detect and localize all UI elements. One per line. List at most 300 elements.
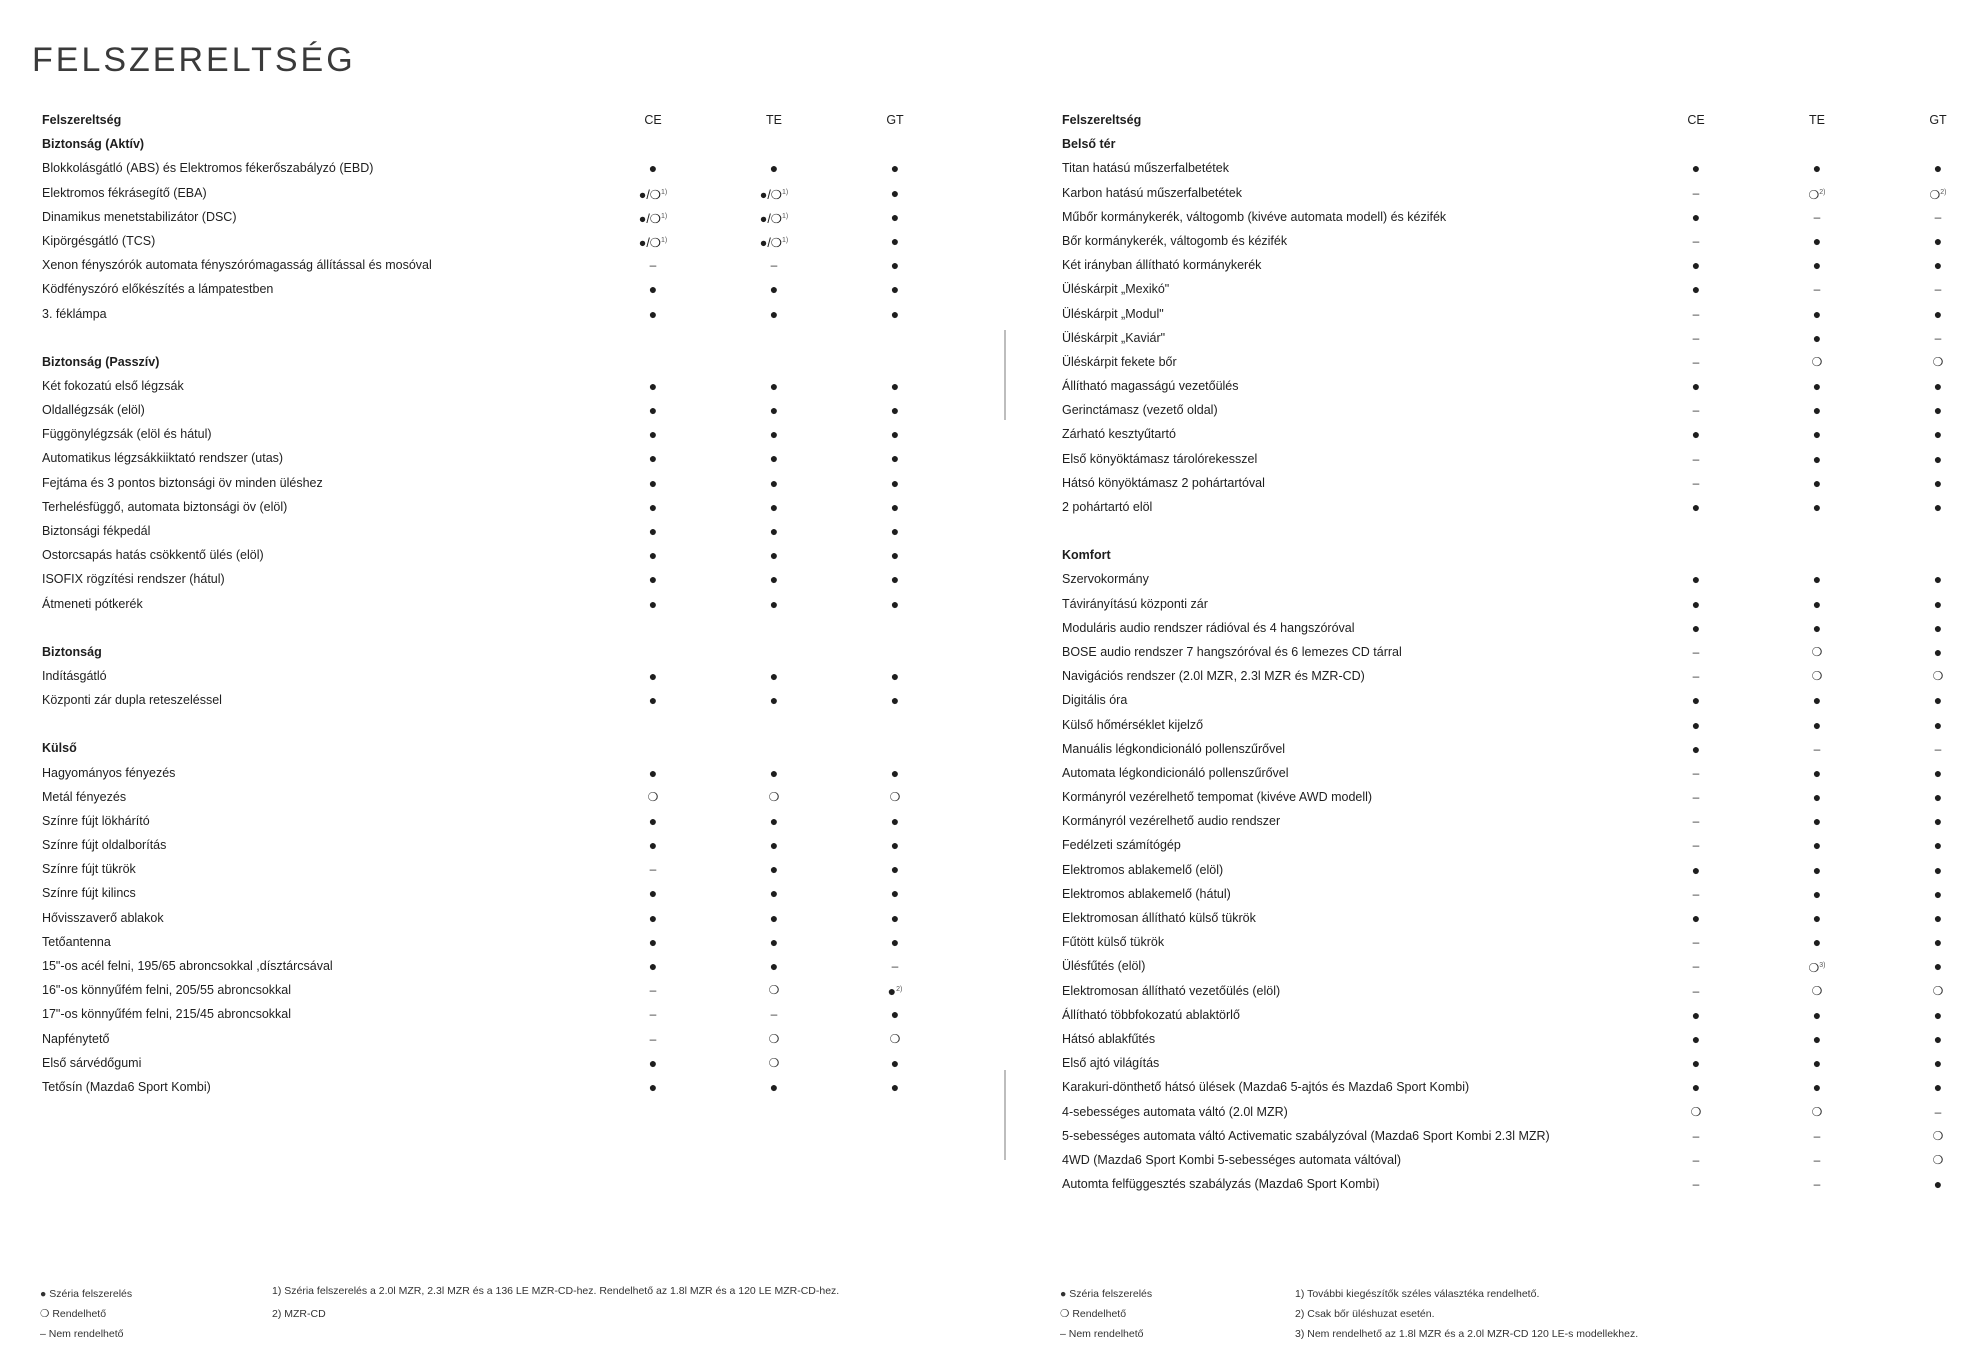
availability-ce <box>613 277 693 302</box>
availability-gt <box>1898 833 1968 858</box>
feature-label: Hővisszaverő ablakok <box>42 910 164 925</box>
availability-ce <box>613 881 693 906</box>
footnote: 3) Nem rendelhető az 1.8l MZR és a 2.0l MZR-CD 120 LE-s modellekhez. <box>1295 1328 1639 1340</box>
availability-ce <box>1656 277 1736 302</box>
availability-symbol: ● <box>648 523 658 539</box>
availability-ce <box>613 229 693 255</box>
availability-symbol: ● <box>1812 692 1822 709</box>
availability-symbol: ● <box>648 1078 658 1095</box>
table-row <box>1060 567 1943 591</box>
availability-ce <box>613 1002 693 1026</box>
availability-te <box>734 930 814 955</box>
availability-symbol: ● <box>890 232 900 249</box>
availability-symbol: ● <box>1933 499 1943 515</box>
availability-gt <box>1898 1051 1968 1076</box>
table-row <box>1060 833 1943 857</box>
availability-te <box>734 422 814 447</box>
section-spacer <box>40 326 900 350</box>
availability-symbol: ● <box>1933 789 1943 806</box>
availability-symbol: ● <box>890 1006 900 1023</box>
availability-symbol: ● <box>1933 885 1943 902</box>
availability-gt <box>855 277 935 302</box>
availability-ce <box>613 181 693 207</box>
availability-te <box>1777 1027 1857 1052</box>
table-row <box>1060 374 1943 398</box>
table-row <box>1060 906 1943 930</box>
availability-te <box>1777 906 1857 931</box>
feature-label: Ostorcsapás hatás csökkentő ülés (elöl) <box>42 548 264 563</box>
availability-ce <box>1656 954 1736 978</box>
availability-gt <box>1898 785 1968 810</box>
feature-label: Moduláris audio rendszer rádióval és 4 hangszóróval <box>1062 620 1355 635</box>
availability-gt <box>855 302 935 327</box>
table-row <box>40 906 900 930</box>
feature-label: Elektromosan állítható külső tükrök <box>1062 911 1256 925</box>
availability-ce <box>1656 302 1736 326</box>
availability-symbol: ● <box>1812 160 1822 177</box>
table-row <box>1060 1051 1943 1075</box>
footnote: 2) Csak bőr üléshuzat esetén. <box>1295 1308 1435 1320</box>
availability-symbol: ● <box>648 474 658 491</box>
availability-symbol: ❍ <box>768 789 780 804</box>
availability-ce <box>1656 447 1736 471</box>
availability-symbol: ● <box>890 523 900 539</box>
feature-label: Központi zár dupla reteszeléssel <box>42 693 222 708</box>
availability-symbol: ● <box>1933 305 1943 322</box>
availability-te <box>734 181 814 207</box>
availability-symbol: – <box>1934 741 1942 756</box>
legend-item: ● Széria felszerelés <box>1060 1288 1153 1300</box>
availability-symbol: ● <box>890 184 900 201</box>
availability-te <box>734 906 814 931</box>
availability-gt <box>1898 1172 1968 1197</box>
table-row <box>40 374 900 398</box>
table-row <box>1060 1075 1943 1099</box>
feature-label: Karbon hatású műszerfalbetétek <box>1062 185 1242 200</box>
column-header-gt: GT <box>1929 113 1947 127</box>
availability-ce <box>1656 1075 1736 1100</box>
availability-gt <box>1898 930 1968 955</box>
availability-te <box>1777 833 1857 858</box>
table-row <box>40 978 903 1002</box>
table-row <box>40 1051 900 1075</box>
availability-symbol: ● <box>890 933 900 950</box>
availability-symbol: ● <box>769 523 779 539</box>
availability-te <box>734 495 814 520</box>
availability-ce <box>1656 640 1736 664</box>
feature-label: Szervokormány <box>1062 572 1149 587</box>
availability-symbol: ● <box>890 208 900 225</box>
legend-right <box>1060 1284 1152 1344</box>
availability-te <box>734 1002 814 1026</box>
availability-symbol: ● <box>890 1078 900 1095</box>
availability-symbol: ❍ <box>889 789 901 804</box>
footnote-ref: 1) <box>661 212 668 220</box>
feature-label: Elektromos fékrásegítő (EBA) <box>42 185 207 200</box>
availability-symbol: ● <box>890 861 900 878</box>
feature-label: Kormányról vezérelhető tempomat (kivéve AWD modell) <box>1062 790 1373 805</box>
availability-gt <box>1898 567 1968 592</box>
availability-symbol: ● <box>1812 378 1822 395</box>
availability-te <box>1777 326 1857 351</box>
footnote-ref: 1) <box>782 212 789 220</box>
availability-te <box>1777 277 1857 301</box>
availability-symbol: ❍ <box>889 1031 901 1046</box>
table-row <box>40 398 900 422</box>
availability-ce <box>613 205 693 231</box>
table-row <box>1060 713 1943 737</box>
availability-symbol: ● <box>1691 281 1701 298</box>
availability-ce <box>613 156 693 181</box>
availability-symbol: ● <box>769 595 779 612</box>
table-row <box>1060 785 1943 809</box>
availability-gt <box>855 1002 935 1027</box>
availability-symbol: ❍ <box>1932 354 1944 369</box>
availability-te <box>1777 616 1857 641</box>
table-row <box>1060 277 1940 301</box>
table-row <box>1060 302 1943 326</box>
table-row <box>40 543 900 567</box>
availability-symbol: ● <box>1933 861 1943 878</box>
availability-ce <box>1656 471 1736 495</box>
feature-label: Üléskárpit „Mexikó" <box>1062 282 1170 297</box>
table-row <box>1060 1148 1944 1172</box>
availability-gt <box>1898 1027 1968 1052</box>
availability-symbol: – <box>770 258 778 273</box>
availability-symbol: ● <box>1933 160 1943 177</box>
availability-symbol: ❍ <box>1811 1104 1823 1119</box>
availability-te <box>1777 688 1857 713</box>
availability-gt <box>1898 471 1968 496</box>
table-row <box>1060 954 1943 978</box>
availability-symbol: – <box>1692 765 1700 780</box>
table-row <box>1060 181 1947 205</box>
availability-ce <box>1656 785 1736 809</box>
availability-symbol: – <box>649 1031 657 1046</box>
availability-ce <box>1656 350 1736 374</box>
feature-label: 15"-os acél felni, 195/65 abroncsokkal ,dísztárcsával <box>42 959 333 973</box>
table-row <box>40 592 900 616</box>
availability-symbol: ● <box>890 1054 900 1071</box>
availability-symbol: ● <box>1812 789 1822 806</box>
availability-gt <box>1898 979 1968 1003</box>
availability-symbol: ● <box>769 812 779 829</box>
feature-label: 4-sebességes automata váltó (2.0l MZR) <box>1062 1104 1288 1119</box>
feature-label: Átmeneti pótkerék <box>42 596 143 611</box>
availability-symbol: ● <box>648 1054 658 1071</box>
availability-gt <box>1898 253 1968 278</box>
availability-gt <box>1898 277 1968 301</box>
availability-symbol: ● <box>1933 1006 1943 1023</box>
availability-gt <box>855 881 935 906</box>
availability-symbol: – <box>1692 330 1700 345</box>
availability-symbol: ● <box>769 498 779 515</box>
availability-symbol: – <box>649 258 657 273</box>
footnote-ref: 2) <box>1940 188 1947 196</box>
section-title-label: Belső tér <box>1062 137 1116 152</box>
table-row <box>40 881 900 905</box>
availability-te <box>1777 785 1857 810</box>
availability-te <box>1777 181 1857 207</box>
feature-label: Üléskárpit „Modul" <box>1062 306 1164 321</box>
availability-gt <box>1898 447 1968 472</box>
availability-ce <box>613 833 693 858</box>
availability-gt <box>855 471 935 496</box>
footnote: 1) További kiegészítők széles választéka rendelhető. <box>1295 1288 1540 1300</box>
availability-symbol: ● <box>769 571 779 588</box>
table-row <box>40 253 900 277</box>
section-title <box>1060 543 1940 567</box>
availability-gt <box>1898 422 1968 447</box>
availability-gt <box>1898 737 1968 761</box>
availability-gt <box>1898 858 1968 883</box>
availability-symbol: ● <box>890 812 900 829</box>
availability-gt <box>855 906 935 931</box>
feature-label: 2 pohártartó elöl <box>1062 500 1153 514</box>
availability-ce <box>613 954 693 979</box>
availability-symbol: ● <box>1812 861 1822 878</box>
availability-te <box>734 1075 814 1100</box>
availability-symbol: ❍ <box>1808 187 1820 202</box>
section-spacer <box>40 616 900 640</box>
availability-ce <box>613 1051 693 1076</box>
table-row <box>40 1075 900 1099</box>
availability-symbol: ● <box>890 547 900 564</box>
availability-ce <box>613 930 693 955</box>
feature-label: Titan hatású műszerfalbetétek <box>1062 161 1229 176</box>
availability-symbol: ● <box>648 764 658 781</box>
table-row <box>1060 326 1940 350</box>
footnote-ref: 3) <box>1819 962 1826 970</box>
availability-symbol: ● <box>1933 934 1943 951</box>
availability-symbol: ❍ <box>1929 187 1941 202</box>
feature-label: Fűtött külső tükrök <box>1062 935 1165 950</box>
availability-symbol: ❍ <box>1811 354 1823 369</box>
availability-gt <box>855 688 935 713</box>
feature-label: Elektromos ablakemelő (hátul) <box>1062 886 1231 901</box>
availability-symbol: ❍ <box>1811 983 1823 998</box>
availability-ce <box>1656 229 1736 253</box>
availability-symbol: – <box>1692 838 1700 853</box>
availability-gt <box>1898 374 1968 399</box>
availability-te <box>734 205 814 231</box>
availability-ce <box>1656 979 1736 1003</box>
section-title-label: Komfort <box>1062 548 1111 563</box>
section-title-label: Külső <box>42 741 77 756</box>
availability-symbol: ● <box>1933 474 1943 491</box>
table-row <box>1060 858 1943 882</box>
feature-label: Navigációs rendszer (2.0l MZR, 2.3l MZR és MZR-CD) <box>1062 669 1365 684</box>
availability-symbol: ● <box>769 281 779 298</box>
availability-te <box>1777 1100 1857 1124</box>
availability-gt <box>1898 205 1968 229</box>
availability-te <box>1777 713 1857 738</box>
feature-label: Blokkolásgátló (ABS) és Elektromos fékerőszabályzó (EBD) <box>42 161 374 176</box>
availability-gt <box>1898 761 1968 786</box>
feature-label: 5-sebességes automata váltó Activematic szabályzóval (Mazda6 Sport Kombi 2.3l MZR) <box>1062 1128 1550 1143</box>
availability-symbol: ● <box>1933 426 1943 443</box>
availability-symbol: ● <box>1691 257 1701 274</box>
availability-ce <box>613 398 693 423</box>
availability-te <box>734 253 814 277</box>
availability-symbol: ● <box>648 933 658 950</box>
availability-te <box>734 471 814 496</box>
availability-symbol: ●/❍ <box>759 236 782 251</box>
availability-ce <box>1656 156 1736 181</box>
availability-symbol: – <box>1692 451 1700 466</box>
table-row <box>40 954 900 978</box>
availability-symbol: ❍ <box>1932 1152 1944 1167</box>
availability-symbol: ● <box>648 498 658 515</box>
table-row <box>40 809 900 833</box>
availability-symbol: ●/❍ <box>638 236 661 251</box>
availability-symbol: ● <box>1812 257 1822 274</box>
footnotes-right <box>1295 1284 1638 1344</box>
availability-te <box>734 881 814 906</box>
feature-label: Tetőantenna <box>42 934 111 949</box>
availability-symbol: ● <box>769 692 779 709</box>
availability-gt <box>1898 495 1968 520</box>
column-header-feature: Felszereltség <box>42 113 122 127</box>
availability-ce <box>613 495 693 520</box>
section-title-label: Biztonság (Aktív) <box>42 137 145 152</box>
availability-symbol: – <box>1692 959 1700 974</box>
footnote-ref: 1) <box>782 236 789 244</box>
availability-symbol: ● <box>1933 257 1943 274</box>
availability-symbol: ● <box>890 377 900 394</box>
availability-symbol: ● <box>648 909 658 926</box>
feature-label: Üléskárpit fekete bőr <box>1062 354 1177 369</box>
table-row <box>40 181 900 205</box>
availability-gt <box>1898 181 1968 207</box>
availability-symbol: ● <box>1933 716 1943 733</box>
availability-te <box>734 833 814 858</box>
availability-te <box>734 809 814 834</box>
feature-label: Tetősín (Mazda6 Sport Kombi) <box>42 1079 211 1094</box>
availability-symbol: ● <box>1691 1030 1701 1047</box>
availability-symbol: ● <box>1812 764 1822 781</box>
availability-ce <box>613 253 693 277</box>
feature-label: Gerinctámasz (vezető oldal) <box>1062 403 1218 418</box>
availability-symbol: ● <box>1691 692 1701 709</box>
feature-label: Színre fújt oldalborítás <box>42 838 167 853</box>
section-title-label: Biztonság <box>42 644 102 659</box>
availability-symbol: ● <box>890 305 900 322</box>
availability-symbol: ● <box>1812 499 1822 515</box>
availability-te <box>1777 1075 1857 1100</box>
legend-left <box>40 1284 132 1344</box>
table-row <box>40 302 900 326</box>
availability-symbol: ● <box>648 402 658 419</box>
availability-symbol: ● <box>1812 232 1822 249</box>
availability-ce <box>613 302 693 327</box>
availability-ce <box>1656 205 1736 230</box>
availability-ce <box>1656 713 1736 738</box>
availability-symbol: ● <box>648 547 658 564</box>
availability-te <box>734 688 814 713</box>
table-row <box>40 833 900 857</box>
availability-te <box>1777 447 1857 472</box>
availability-ce <box>613 1075 693 1100</box>
availability-gt <box>855 664 935 689</box>
availability-gt <box>855 229 935 254</box>
availability-symbol: – <box>1692 886 1700 901</box>
table-row <box>1060 882 1943 906</box>
footnotes-left <box>272 1284 840 1322</box>
availability-symbol: ● <box>1933 1055 1943 1072</box>
availability-te <box>1777 737 1857 761</box>
availability-te <box>1777 1148 1857 1172</box>
availability-ce <box>613 664 693 689</box>
availability-te <box>734 229 814 255</box>
availability-gt <box>1898 350 1968 374</box>
availability-symbol: ● <box>1812 1006 1822 1023</box>
availability-symbol: ● <box>648 305 658 322</box>
legend-item: ❍ Rendelhető <box>40 1308 107 1320</box>
table-row <box>1060 1172 1943 1196</box>
availability-symbol: ● <box>1812 837 1822 854</box>
availability-gt <box>1898 156 1968 181</box>
availability-symbol: ●/❍ <box>759 187 782 202</box>
availability-symbol: ● <box>1933 837 1943 854</box>
availability-gt <box>1898 229 1968 254</box>
availability-symbol: ● <box>1812 1079 1822 1096</box>
availability-ce <box>1656 422 1736 447</box>
feature-label: BOSE audio rendszer 7 hangszóróval és 6 lemezes CD tárral <box>1062 644 1402 659</box>
availability-gt <box>855 978 935 1004</box>
availability-ce <box>613 785 693 809</box>
availability-gt <box>1898 664 1968 688</box>
availability-gt <box>855 156 935 181</box>
page-title: FELSZERELTSÉG <box>32 40 356 79</box>
availability-te <box>734 857 814 882</box>
availability-ce <box>1656 1100 1736 1124</box>
availability-te <box>734 592 814 617</box>
column-header-gt: GT <box>886 113 904 127</box>
table-row <box>1060 471 1943 495</box>
availability-symbol: ● <box>1933 402 1943 419</box>
availability-symbol: ● <box>648 160 658 177</box>
availability-ce <box>1656 567 1736 592</box>
section-title <box>40 736 900 760</box>
table-row <box>1060 1100 1940 1124</box>
feature-label: Dinamikus menetstabilizátor (DSC) <box>42 209 237 224</box>
availability-symbol: ❍ <box>768 1055 780 1070</box>
availability-te <box>1777 156 1857 181</box>
table-row <box>1060 979 1944 1003</box>
availability-gt <box>855 1027 935 1051</box>
availability-gt <box>1898 616 1968 641</box>
feature-label: Elektromos ablakemelő (elöl) <box>1062 862 1224 877</box>
availability-gt <box>855 1051 935 1076</box>
availability-ce <box>613 688 693 713</box>
feature-label: Állítható többfokozatú ablaktörlő <box>1062 1007 1240 1022</box>
table-header-row <box>40 108 904 132</box>
availability-symbol: ● <box>1933 619 1943 636</box>
availability-ce <box>1656 398 1736 422</box>
availability-symbol: ● <box>769 1078 779 1095</box>
availability-gt <box>855 857 935 882</box>
feature-label: Színre fújt kilincs <box>42 886 136 901</box>
availability-symbol: ● <box>1933 813 1943 830</box>
availability-gt <box>855 422 935 447</box>
availability-symbol: ● <box>769 958 779 974</box>
availability-te <box>734 302 814 327</box>
availability-symbol: ● <box>890 426 900 443</box>
availability-ce <box>1656 858 1736 883</box>
footnote-ref: 2) <box>1819 188 1826 196</box>
availability-ce <box>613 446 693 471</box>
